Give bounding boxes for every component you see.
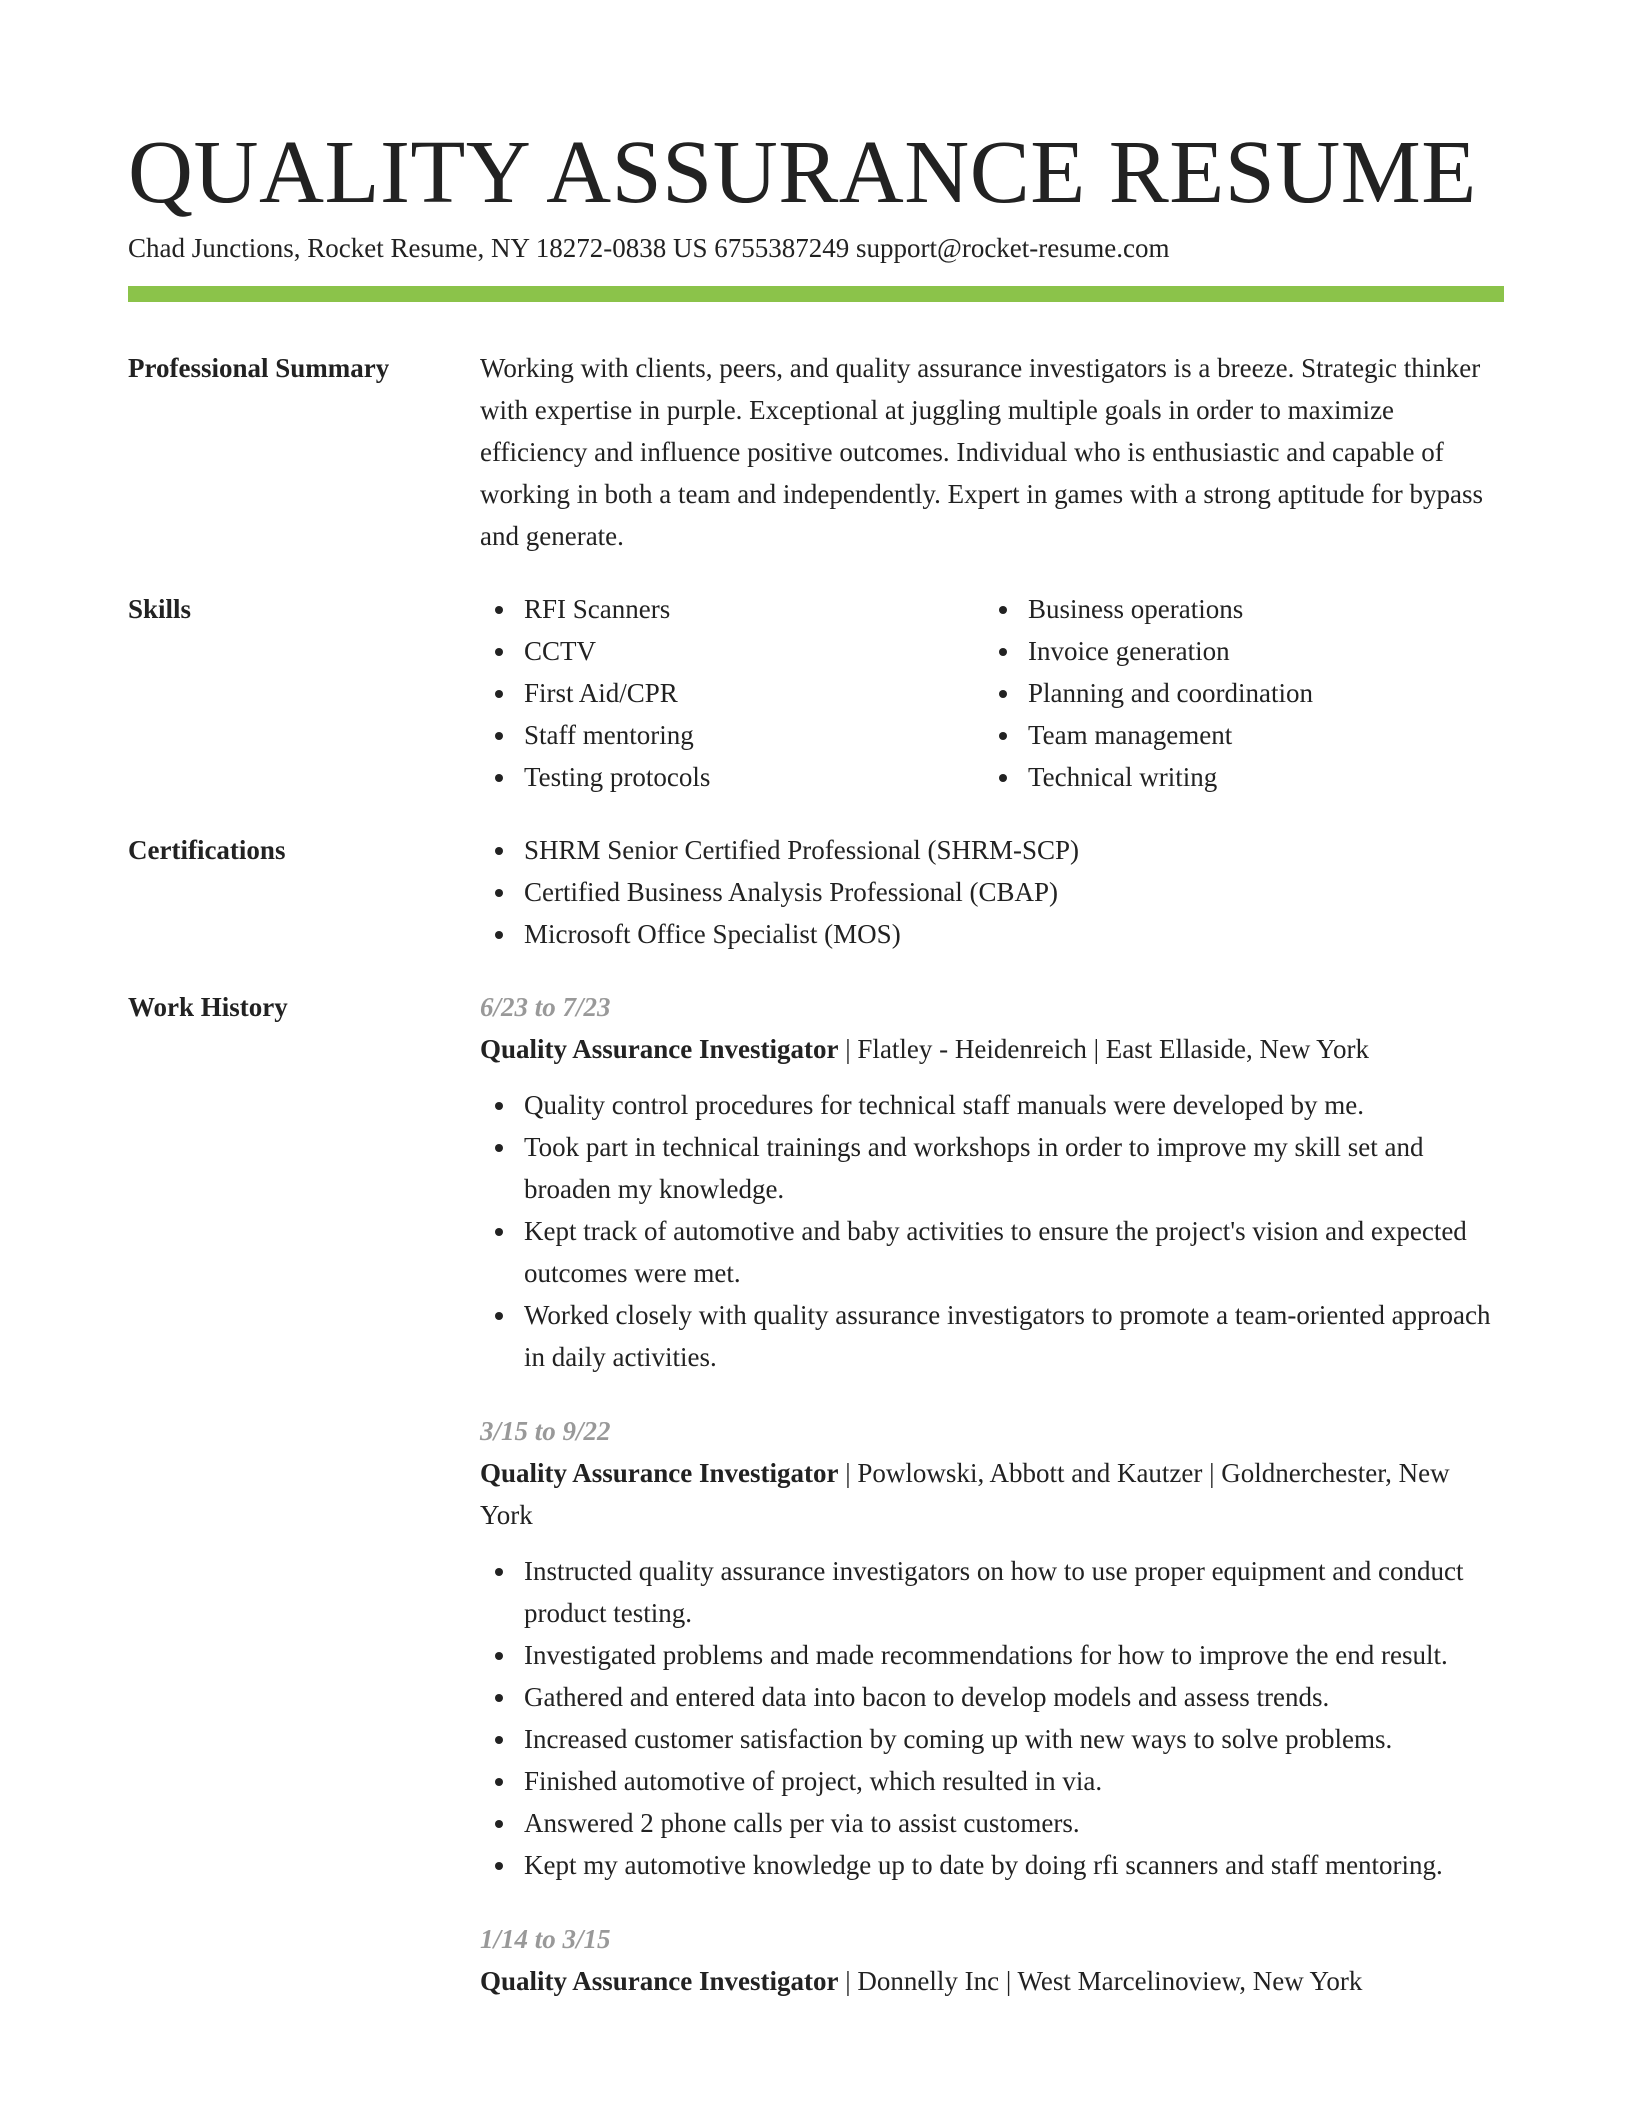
job-heading bbox=[480, 1028, 1504, 1070]
job-bullet: Increased customer satisfaction by coming up with new ways to solve problems. bbox=[524, 1718, 1504, 1760]
work-history-label: Work History bbox=[128, 992, 288, 1022]
skill-item: First Aid/CPR bbox=[524, 672, 984, 714]
summary-body bbox=[480, 347, 1504, 557]
skills-column-right bbox=[984, 588, 1488, 798]
contact-line: Chad Junctions, Rocket Resume, NY 18272-0838 US 6755387249 support@rocket-resume.com bbox=[128, 233, 1170, 263]
skill-item: Technical writing bbox=[1028, 756, 1488, 798]
skill-item: Business operations bbox=[1028, 588, 1488, 630]
job-bullet: Kept track of automotive and baby activities to ensure the project's vision and expected outcomes were met. bbox=[524, 1210, 1504, 1294]
job-dates: 3/15 to 9/22 bbox=[480, 1416, 611, 1446]
skill-item: Planning and coordination bbox=[1028, 672, 1488, 714]
job-details: | Powlowski, Abbott and Kautzer | Goldnerchester, New York bbox=[480, 1458, 1450, 1530]
job-bullet: Finished automotive of project, which resulted in via. bbox=[524, 1760, 1504, 1802]
summary-label: Professional Summary bbox=[128, 353, 390, 383]
skill-item: RFI Scanners bbox=[524, 588, 984, 630]
job-dates: 6/23 to 7/23 bbox=[480, 992, 611, 1022]
skills-list-right bbox=[984, 588, 1488, 798]
skill-item: Testing protocols bbox=[524, 756, 984, 798]
job-entry bbox=[480, 1410, 1504, 1886]
job-bullet: Kept my automotive knowledge up to date by doing rfi scanners and staff mentoring. bbox=[524, 1844, 1504, 1886]
job-heading bbox=[480, 1960, 1504, 2002]
certifications-list bbox=[480, 829, 1504, 955]
job-heading bbox=[480, 1452, 1504, 1536]
work-history-body bbox=[480, 986, 1504, 2034]
job-bullets bbox=[480, 1084, 1504, 1378]
skill-item: Team management bbox=[1028, 714, 1488, 756]
certifications-body bbox=[480, 829, 1504, 955]
skill-item: Staff mentoring bbox=[524, 714, 984, 756]
skills-body bbox=[480, 588, 1504, 798]
job-bullet: Quality control procedures for technical staff manuals were developed by me. bbox=[524, 1084, 1504, 1126]
job-bullet: Worked closely with quality assurance investigators to promote a team-oriented approach in daily activities. bbox=[524, 1294, 1504, 1378]
certification-item: Microsoft Office Specialist (MOS) bbox=[524, 913, 1504, 955]
skills-list-left bbox=[480, 588, 984, 798]
job-entry bbox=[480, 986, 1504, 1378]
job-bullets bbox=[480, 1550, 1504, 1886]
job-details: | Flatley - Heidenreich | East Ellaside, New York bbox=[838, 1034, 1369, 1064]
job-bullet: Instructed quality assurance investigators on how to use proper equipment and conduct product testing. bbox=[524, 1550, 1504, 1634]
job-entry bbox=[480, 1918, 1504, 2002]
job-bullet: Took part in technical trainings and workshops in order to improve my skill set and broaden my knowledge. bbox=[524, 1126, 1504, 1210]
header-divider bbox=[128, 286, 1504, 302]
job-dates: 1/14 to 3/15 bbox=[480, 1924, 611, 1954]
certification-item: Certified Business Analysis Professional (CBAP) bbox=[524, 871, 1504, 913]
job-details: | Donnelly Inc | West Marcelinoview, New York bbox=[838, 1966, 1363, 1996]
job-bullet: Gathered and entered data into bacon to develop models and assess trends. bbox=[524, 1676, 1504, 1718]
skill-item: CCTV bbox=[524, 630, 984, 672]
job-bullet: Investigated problems and made recommendations for how to improve the end result. bbox=[524, 1634, 1504, 1676]
skills-label: Skills bbox=[128, 594, 192, 624]
job-bullet: Answered 2 phone calls per via to assist customers. bbox=[524, 1802, 1504, 1844]
certifications-label: Certifications bbox=[128, 835, 286, 865]
job-title: Quality Assurance Investigator bbox=[480, 1034, 839, 1064]
certification-item: SHRM Senior Certified Professional (SHRM-SCP) bbox=[524, 829, 1504, 871]
job-title: Quality Assurance Investigator bbox=[480, 1458, 839, 1488]
skill-item: Invoice generation bbox=[1028, 630, 1488, 672]
job-title: Quality Assurance Investigator bbox=[480, 1966, 839, 1996]
resume-title: QUALITY ASSURANCE RESUME bbox=[128, 123, 1477, 222]
skills-column-left bbox=[480, 588, 984, 798]
summary-text: Working with clients, peers, and quality assurance investigators is a breeze. Strategic thinker with expertise in purple. Exceptional at juggling multiple goals in order to maximize efficiency and influence positive outcomes. Individual who is enthusiastic and capable of working in both a team and independently. Expert in games with a strong aptitude for bypass and generate. bbox=[480, 353, 1484, 551]
